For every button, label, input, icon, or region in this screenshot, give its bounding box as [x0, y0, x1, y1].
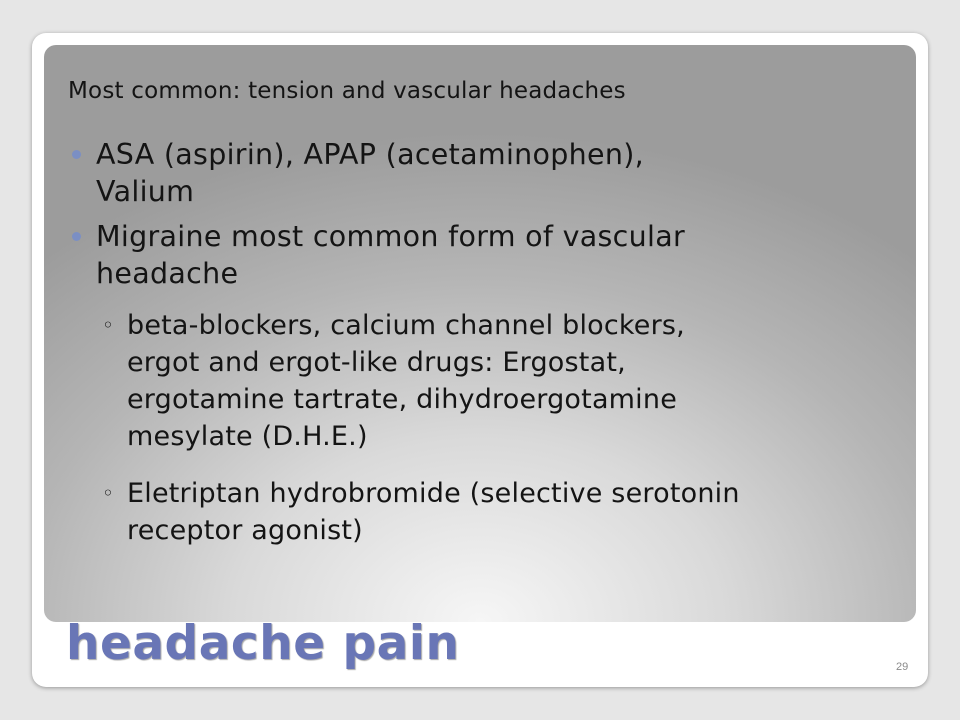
sub-bullet-marker-icon: ◦	[102, 313, 114, 337]
slide-number: 29	[896, 661, 909, 673]
bullet-dot-icon	[72, 150, 81, 159]
sub-bullet-line: Eletriptan hydrobromide (selective serotonin	[127, 478, 740, 509]
sub-bullet-line: mesylate (D.H.E.)	[127, 421, 368, 452]
sub-bullet-line: ergot and ergot-like drugs: Ergostat,	[127, 347, 626, 378]
bullet-line: headache	[96, 257, 239, 290]
sub-bullet-line: ergotamine tartrate, dihydroergotamine	[127, 384, 678, 415]
sub-bullet-line: receptor agonist)	[127, 515, 363, 546]
bullet-line: Valium	[96, 175, 195, 208]
bullet-line: Migraine most common form of vascular	[96, 220, 685, 253]
bullet-line: ASA (aspirin), APAP (acetaminophen),	[96, 138, 644, 171]
sub-bullet-marker-icon: ◦	[102, 481, 114, 505]
intro-text: Most common: tension and vascular headaches	[68, 78, 626, 104]
bullet-dot-icon	[72, 232, 81, 241]
slide-title: headache pain	[66, 616, 460, 671]
sub-bullet-line: beta-blockers, calcium channel blockers,	[127, 310, 685, 341]
